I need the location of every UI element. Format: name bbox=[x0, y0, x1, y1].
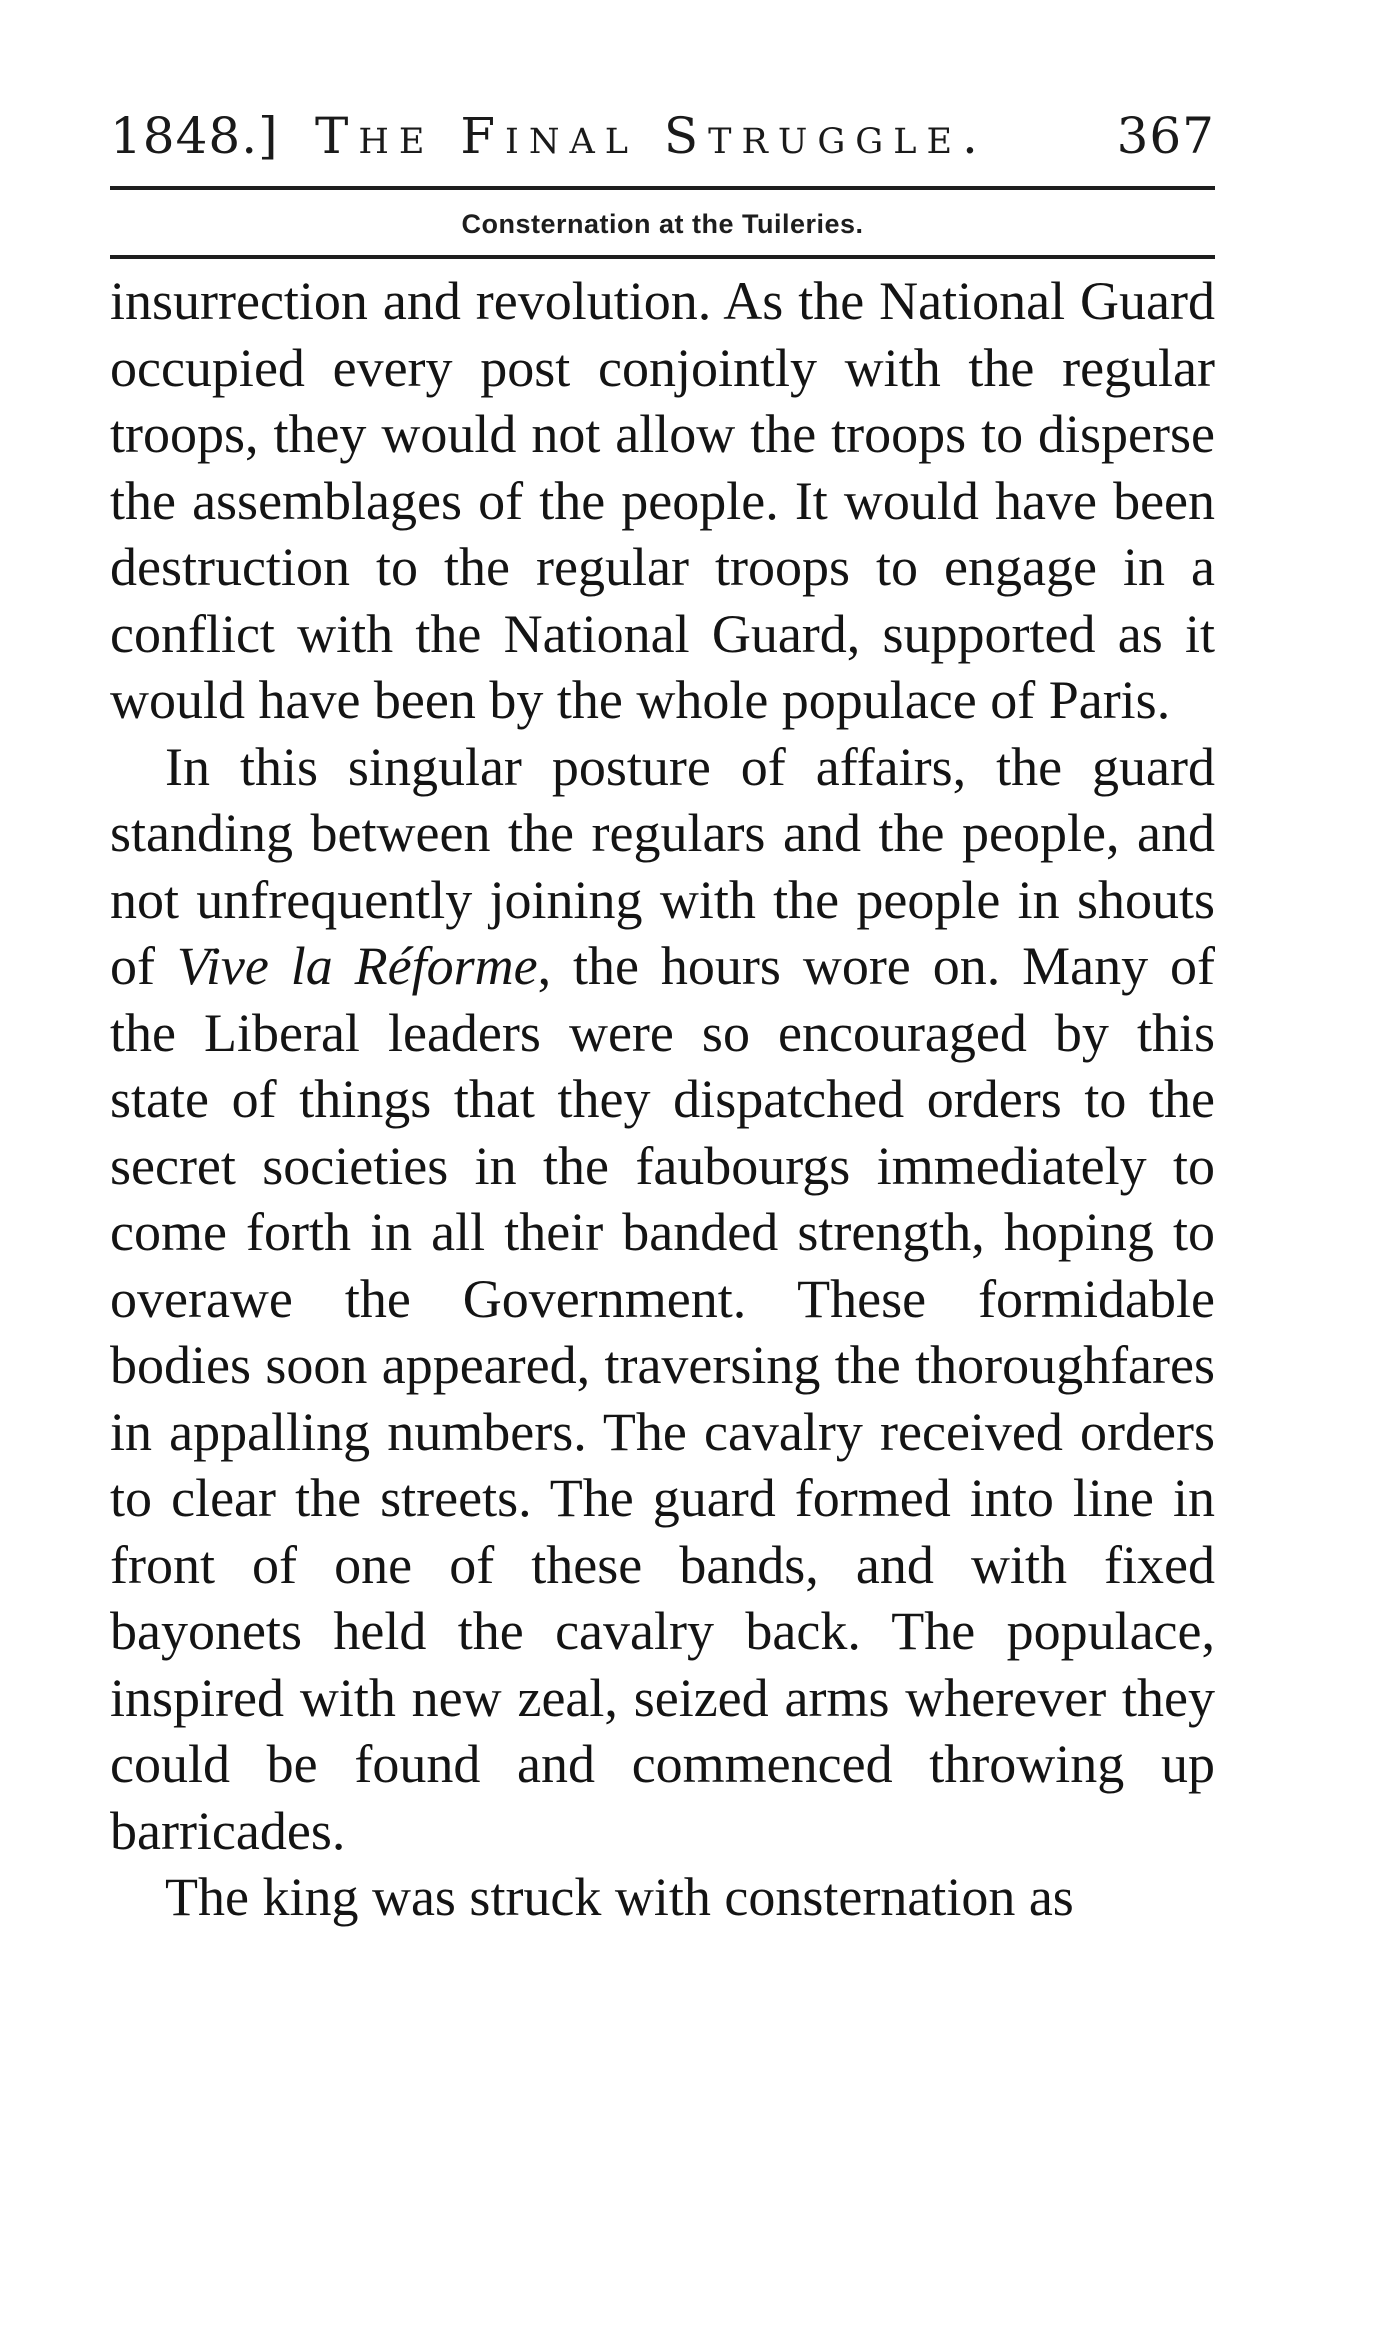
paragraph-2 bbox=[110, 734, 1215, 1865]
page-number: 367 bbox=[1116, 107, 1215, 165]
section-subheading: Consternation at the Tuileries. bbox=[461, 209, 864, 239]
header-year: 1848.] bbox=[110, 107, 279, 165]
paragraph-2-emphasis: Vive la Réforme bbox=[176, 936, 538, 996]
header-title: The Final Struggle. bbox=[315, 107, 988, 165]
paragraph-2-text-after: , the hours wore on. Many of the Liberal leaders were so encouraged by this state of things that they dispatched orders to the secret societies in the faubourgs immediately to come forth in all their banded strength, hoping to overawe the Government. These formidable bodies soon appeared, traversing the thoroughfares in appalling numbers. The cavalry received orders to clear the streets. The guard formed into line in front of one of these bands, and with fixed bayonets held the cavalry back. The populace, inspired with new zeal, seized arms wherever they could be found and commenced throwing up barricades. bbox=[110, 936, 1215, 1861]
paragraph-2-text-before: In this singular posture of affairs, the guard standing between the regulars and the people, and not unfrequently joining with the people in shouts of bbox=[110, 736, 1215, 996]
header-rule-top bbox=[110, 186, 1215, 190]
body-text bbox=[110, 268, 1215, 1931]
running-header bbox=[110, 100, 1215, 172]
paragraph-1: insurrection and revolution. As the National Guard occupied every post conjointly with the regular troops, they would not allow the troops to disperse the assemblages of the people. It would have been destruction to the regular troops to engage in a conflict with the National Guard, supported as it would have been by the whole populace of Paris. bbox=[110, 271, 1215, 730]
header-rule-bottom bbox=[110, 255, 1215, 259]
paragraph-3: The king was struck with consternation as bbox=[165, 1867, 1074, 1927]
